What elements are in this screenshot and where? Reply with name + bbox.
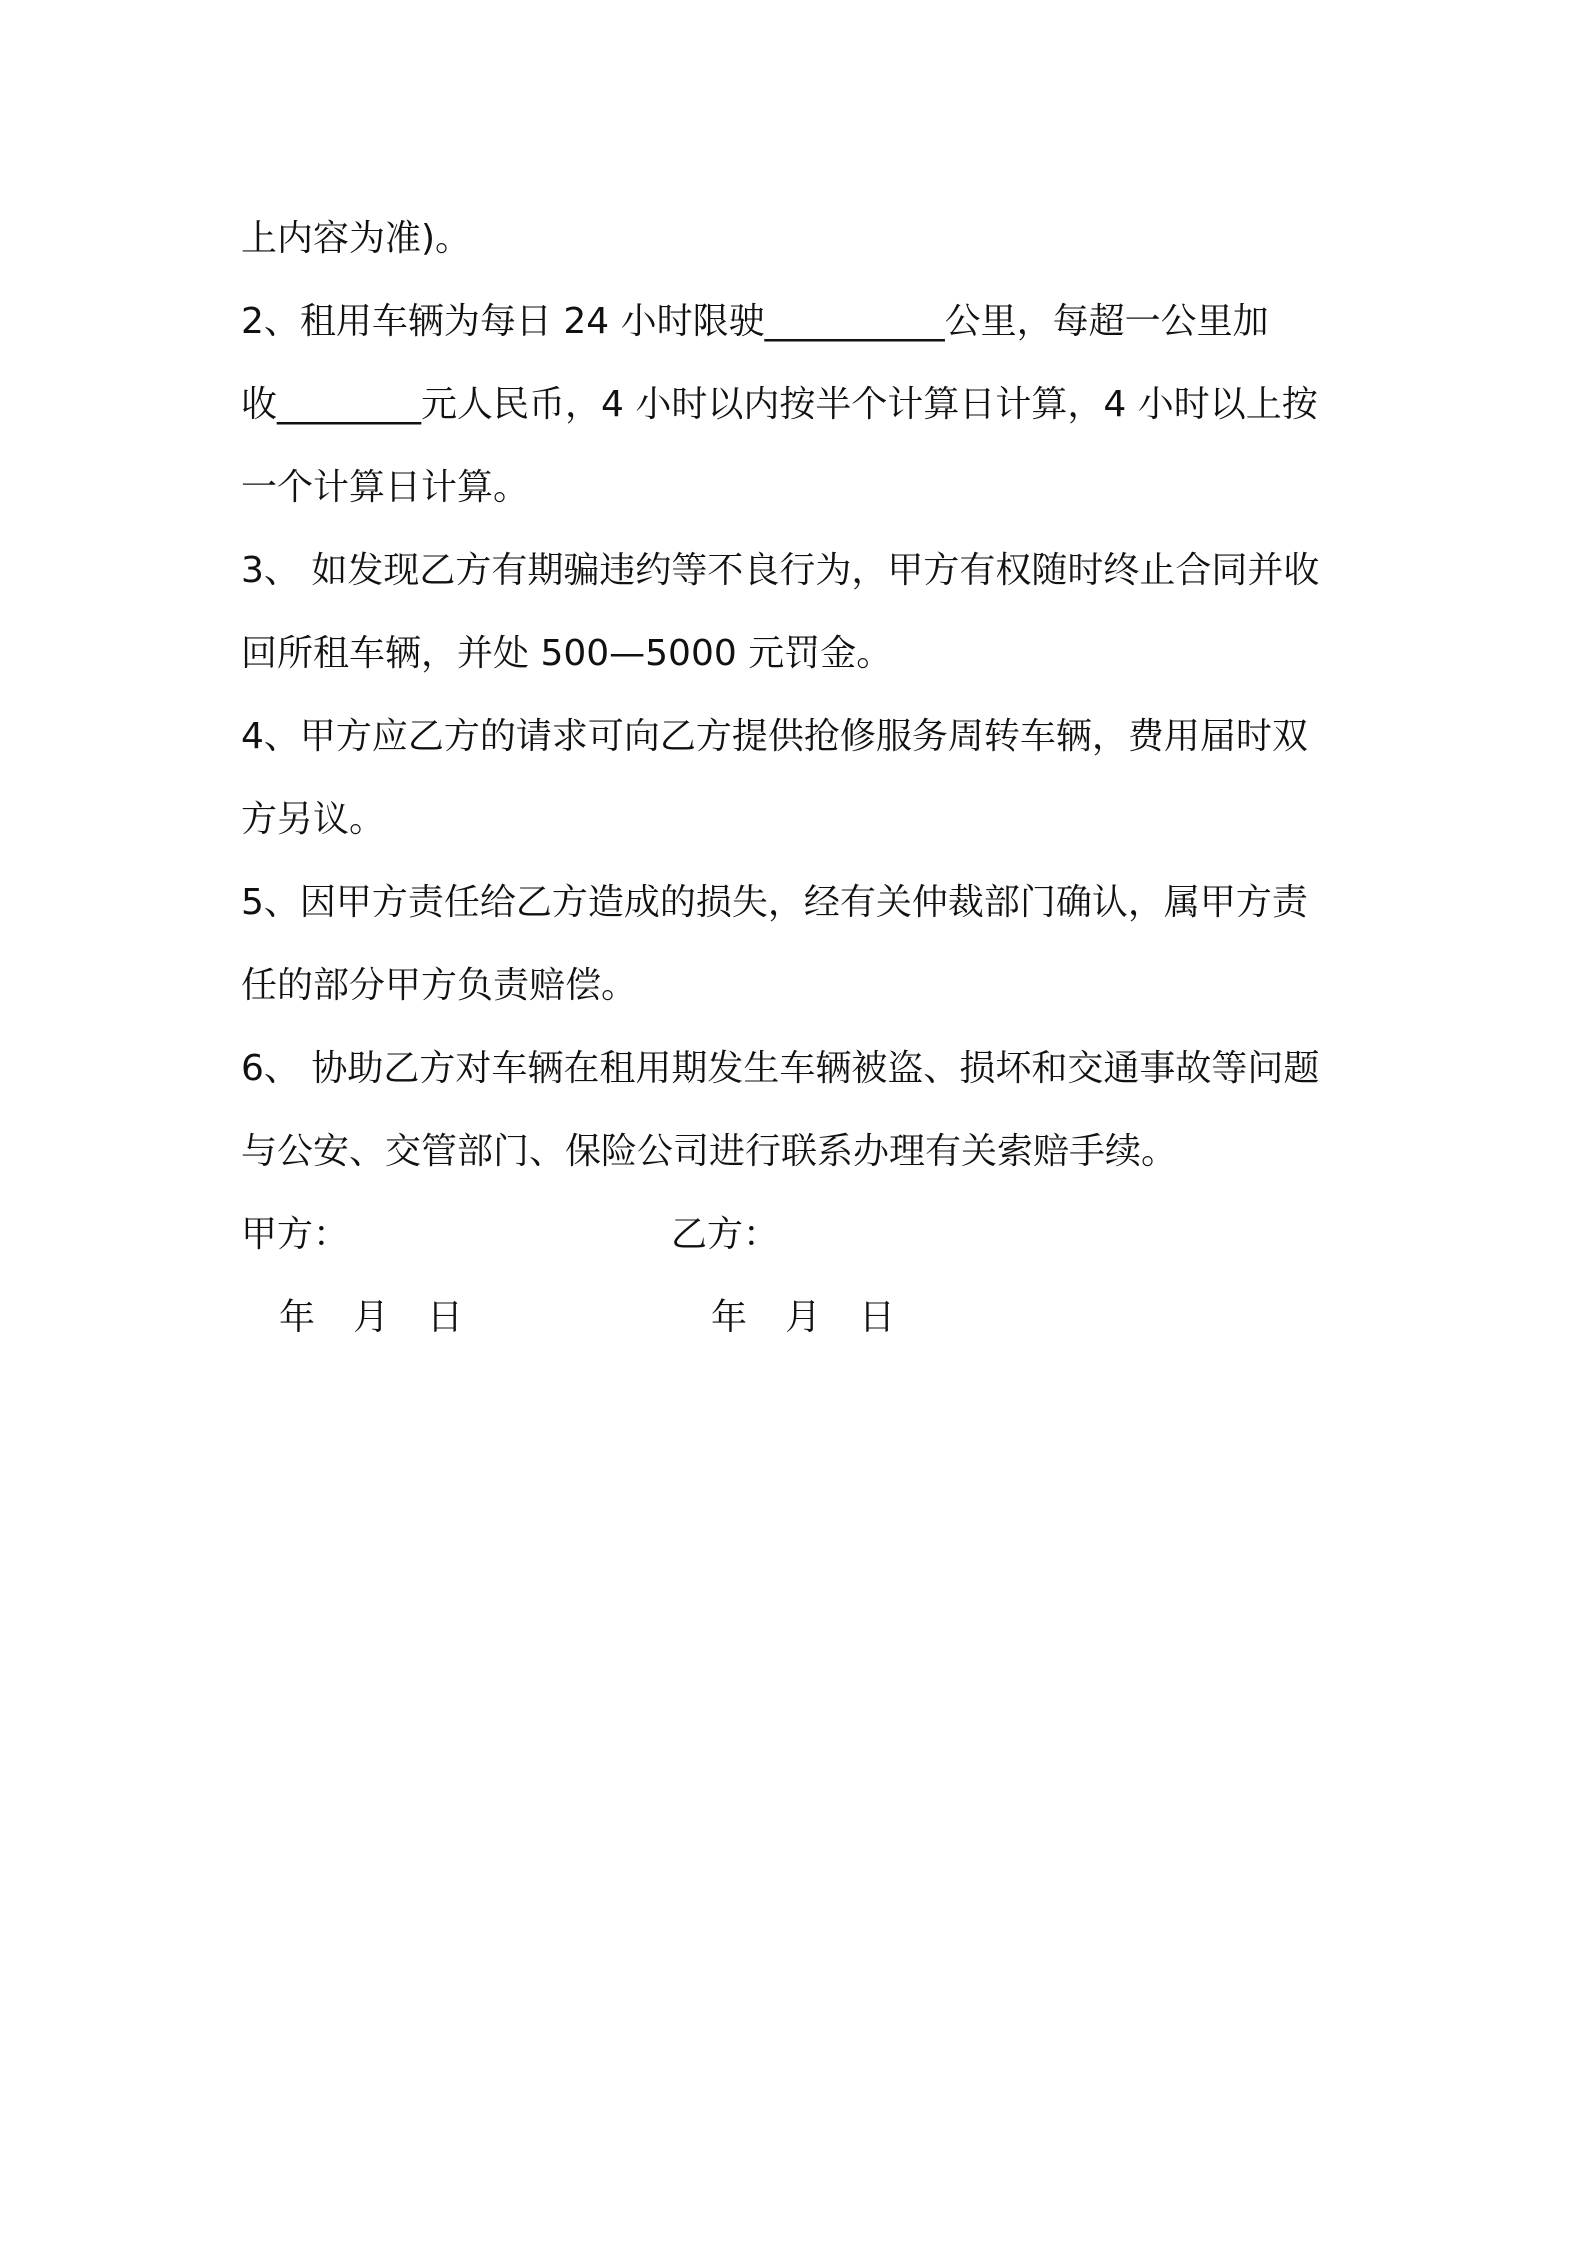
clause-1-tail	[241, 197, 1361, 280]
date-day-label: 日	[427, 1297, 464, 1338]
party-b-label: 乙方：	[671, 1214, 780, 1255]
clause-6	[241, 1027, 1361, 1193]
text-line: 上内容为准)。	[241, 218, 472, 259]
clause-3	[241, 529, 1361, 695]
text-line: 2、租用车辆为每日 24 小时限驶__________公里，每超一公里加	[241, 301, 1269, 342]
party-a-label: 甲方：	[241, 1214, 350, 1255]
date-month-label: 月	[785, 1297, 822, 1338]
text-line: 方另议。	[241, 799, 386, 840]
text-line: 3、 如发现乙方有期骗违约等不良行为，甲方有权随时终止合同并收	[241, 550, 1320, 591]
text-line: 与公安、交管部门、保险公司进行联系办理有关索赔手续。	[241, 1131, 1178, 1172]
date-year-label: 年	[279, 1297, 316, 1338]
clause-4	[241, 695, 1361, 861]
text-line: 回所租车辆，并处 500—5000 元罚金。	[241, 633, 893, 674]
clause-5	[241, 861, 1361, 1027]
party-a-date	[279, 1276, 501, 1359]
contract-body	[241, 197, 1361, 1359]
text-line: 任的部分甲方负责赔偿。	[241, 965, 638, 1006]
text-line: 5、因甲方责任给乙方造成的损失，经有关仲裁部门确认，属甲方责	[241, 882, 1308, 923]
date-day-label: 日	[859, 1297, 896, 1338]
text-line: 6、 协助乙方对车辆在租用期发生车辆被盗、损坏和交通事故等问题	[241, 1048, 1320, 1089]
date-year-label: 年	[711, 1297, 748, 1338]
date-row	[241, 1276, 1361, 1359]
text-line: 一个计算日计算。	[241, 467, 530, 508]
text-line: 4、甲方应乙方的请求可向乙方提供抢修服务周转车辆，费用届时双	[241, 716, 1308, 757]
clause-2	[241, 280, 1361, 529]
text-line: 收________元人民币，4 小时以内按半个计算日计算，4 小时以上按	[241, 384, 1318, 425]
party-b-date	[711, 1276, 933, 1359]
date-month-label: 月	[353, 1297, 390, 1338]
signature-row	[241, 1193, 1361, 1276]
